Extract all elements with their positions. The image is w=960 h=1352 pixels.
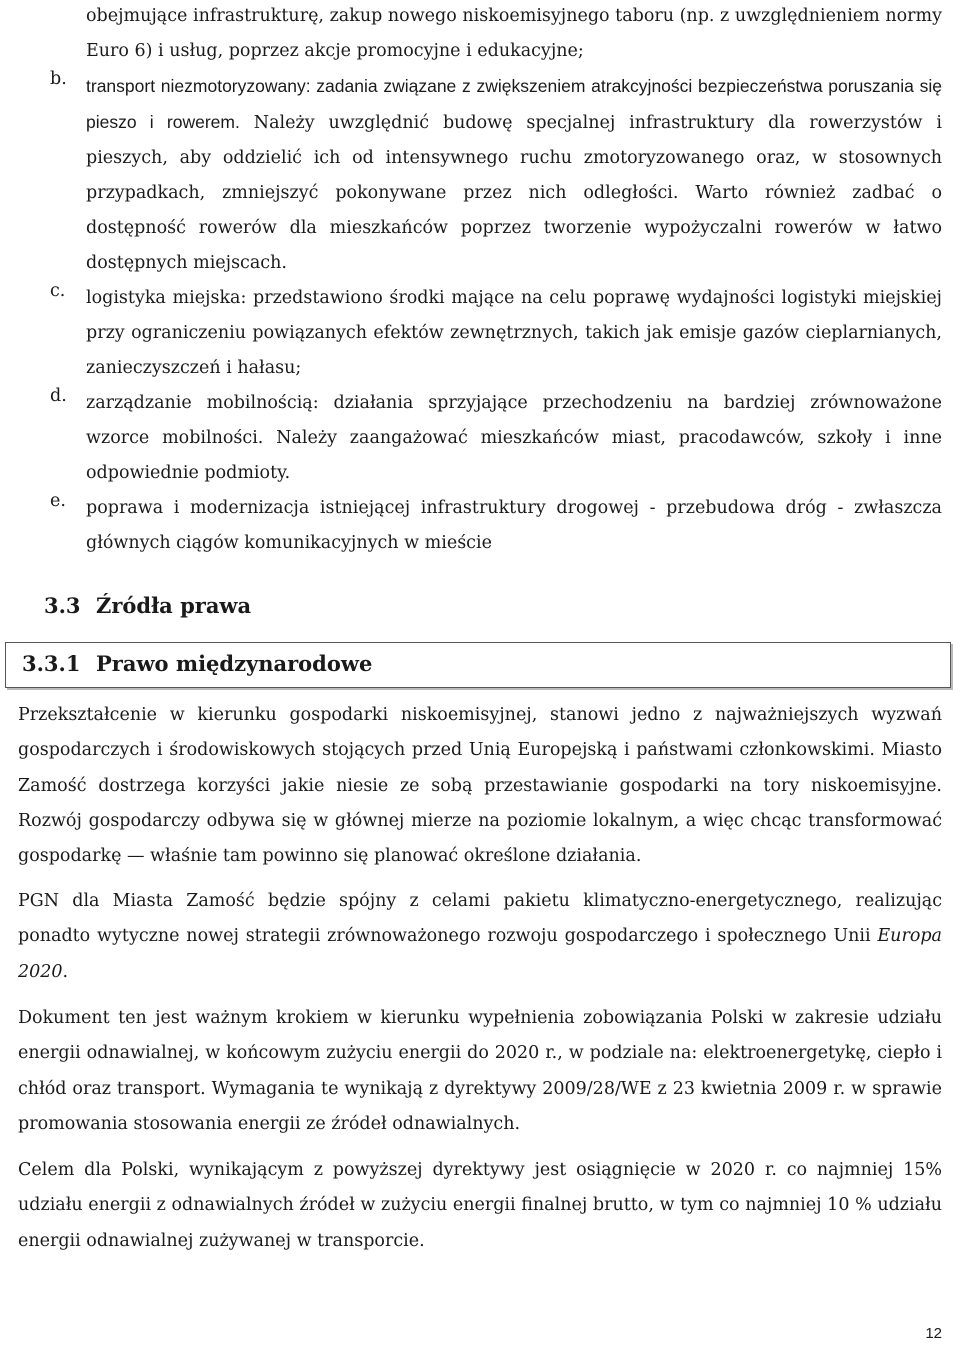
list-marker: b. [50, 69, 67, 89]
list-item [50, 0, 942, 69]
list-item-text-sans: transport niezmotoryzowany: zadania związane z zwiększeniem atrakcyjności bezpieczeństwa poruszania się pieszo i rowerem. [86, 76, 942, 132]
page-number: 12 [925, 1325, 942, 1342]
paragraph: Przekształcenie w kierunku gospodarki niskoemisyjnej, stanowi jedno z najważniejszych wyzwań gospodarczych i środowiskowych stojących przed Unią Europejską i państwami członkowskimi. Miasto Zamość dostrzega korzyści jakie niesie ze sobą przestawianie gospodarki na tory niskoemisyjne. Rozwój gospodarczy odbywa się w głównej mierze na poziomie lokalnym, a więc chcąc transformować gospodarkę — właśnie tam powinno się planować określone działania. [18, 705, 942, 867]
paragraph: Celem dla Polski, wynikającym z powyższej dyrektywy jest osiągnięcie w 2020 r. co najmniej 15% udziału energii z odnawialnych źródeł w zużyciu energii finalnej brutto, w tym co najmniej 10 % udziału energii odnawialnej zużywanej w transporcie. [18, 1160, 942, 1251]
paragraph: Dokument ten jest ważnym krokiem w kierunku wypełnienia zobowiązania Polski w zakresie udziału energii odnawialnej, w końcowym zużyciu energii do 2020 r., w podziale na: elektroenergetykę, ciepło i chłód oraz transport. Wymagania te wynikają z dyrektywy 2009/28/WE z 23 kwietnia 2009 r. w sprawie promowania stosowania energii ze źródeł odnawialnych. [18, 1008, 942, 1134]
subsection-heading-box [5, 642, 951, 688]
program-name: Europa 2020 [18, 926, 942, 982]
subsection-title: Prawo międzynarodowe [96, 651, 373, 676]
paragraph [18, 884, 942, 990]
list-item [50, 281, 942, 386]
list-item-text: zarządzanie mobilnością: działania sprzyjające przechodzeniu na bardziej zrównoważone wzorce mobilności. Należy zaangażować mieszkańców miast, pracodawców, szkoły i inne odpowiednie podmioty. [86, 393, 942, 483]
section-heading [44, 593, 251, 618]
list-item-text-serif: Należy uwzględnić budowę specjalnej infrastruktury dla rowerzystów i pieszych, aby oddzielić ich od intensywnego ruchu zmotoryzowanego oraz, w stosownych przypadkach, zmniejszyć pokonywane przez nich odległości. Warto również zadbać o dostępność rowerów dla mieszkańców poprzez tworzenie wypożyczalni rowerów w łatwo dostępnych miejscach. [86, 113, 942, 273]
list-marker: d. [50, 386, 67, 406]
list-item-text: poprawa i modernizacja istniejącej infrastruktury drogowej - przebudowa dróg - zwłaszcza głównych ciągów komunikacyjnych w mieście [86, 498, 942, 553]
subsection-number: 3.3.1 [22, 651, 81, 676]
measures-list [50, 0, 942, 561]
list-item-text: logistyka miejska: przedstawiono środki mające na celu poprawę wydajności logistyki miejskiej przy ograniczeniu powiązanych efektów zewnętrznych, takich jak emisje gazów cieplarnianych, zanieczyszczeń i hałasu; [86, 288, 942, 378]
list-item [50, 386, 942, 491]
list-item [50, 491, 942, 561]
paragraph-text: PGN dla Miasta Zamość będzie spójny z celami pakietu klimatyczno-energetycznego, realizując ponadto wytyczne nowej strategii zrównoważonego rozwoju gospodarczego i społecznego Unii [18, 891, 942, 947]
list-marker: e. [50, 491, 66, 511]
section-title: Źródła prawa [96, 593, 252, 618]
paragraph-text-end: . [62, 961, 69, 982]
list-marker: c. [50, 281, 66, 301]
subsection-heading [22, 651, 372, 676]
list-item-text [86, 69, 942, 281]
list-item-text: obejmujące infrastrukturę, zakup nowego niskoemisyjnego taboru (np. z uwzględnieniem normy Euro 6) i usług, poprzez akcje promocyjne i edukacyjne; [86, 6, 942, 61]
section-number: 3.3 [44, 593, 81, 618]
list-item [50, 69, 942, 281]
